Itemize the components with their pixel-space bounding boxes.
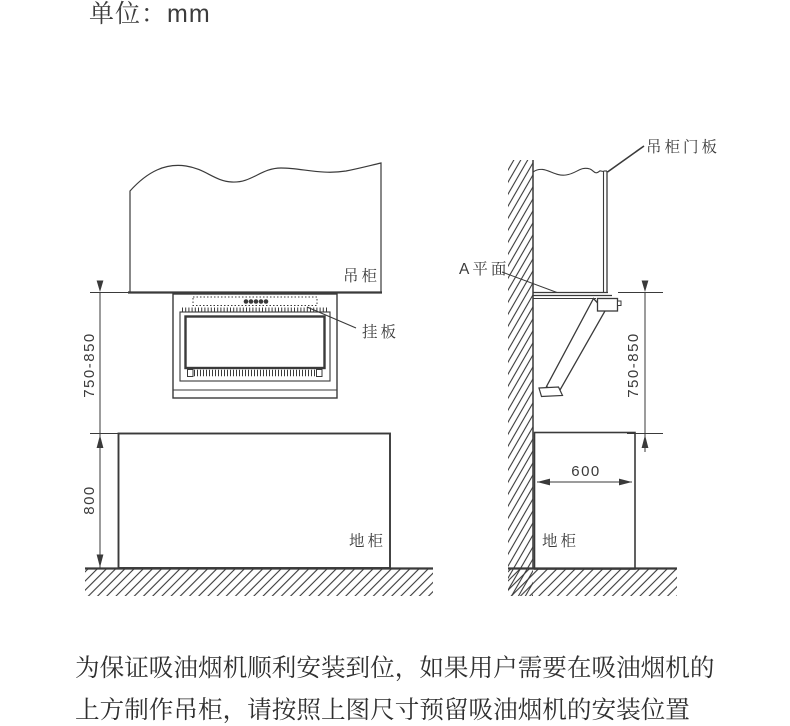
ground-hatch-left <box>85 569 433 596</box>
grille-end-left <box>188 370 194 377</box>
hood-side-profile <box>533 296 621 397</box>
floor-cabinet-label: 地柜 <box>349 533 387 550</box>
hood-glass-inner <box>186 317 325 369</box>
hanging-plate-holes <box>244 299 269 304</box>
dim-hood-to-counter-front: 750-850 <box>81 332 98 398</box>
hood-bracket-tab <box>618 301 622 306</box>
hanging-cabinet-label: 吊柜 <box>343 268 381 285</box>
hanging-plate-label: 挂板 <box>362 324 400 341</box>
hood-mount-bracket <box>598 299 618 312</box>
dim-hood-to-counter-side: 750-850 <box>625 332 642 398</box>
wall-hatch <box>508 160 533 596</box>
grille-end-right <box>317 370 323 377</box>
door-panel-label: 吊柜门板 <box>646 139 721 156</box>
door-panel-leader <box>608 146 645 172</box>
floor-cabinet-side-label: 地柜 <box>542 533 580 550</box>
side-view <box>459 138 720 596</box>
unit-label: 单位：mm <box>89 0 211 28</box>
footer-note-line1: 为保证吸油烟机顺利安装到位，如果用户需要在吸油烟机的 <box>75 655 715 682</box>
footer-note-line2-clipped: 上方制作吊柜，请按照上图尺寸预留吸油烟机的安装位置 <box>75 697 690 724</box>
dim-counter-height: 800 <box>81 485 98 515</box>
dim-counter-depth: 600 <box>571 463 601 480</box>
hood-bottom-foot <box>539 387 563 397</box>
a-plane-label: A平面 <box>459 261 510 278</box>
side-cabinet-top-wavy <box>533 168 604 175</box>
hood-slanted-body <box>547 299 606 394</box>
front-view <box>81 163 433 596</box>
ground-hatch-right <box>508 569 677 596</box>
